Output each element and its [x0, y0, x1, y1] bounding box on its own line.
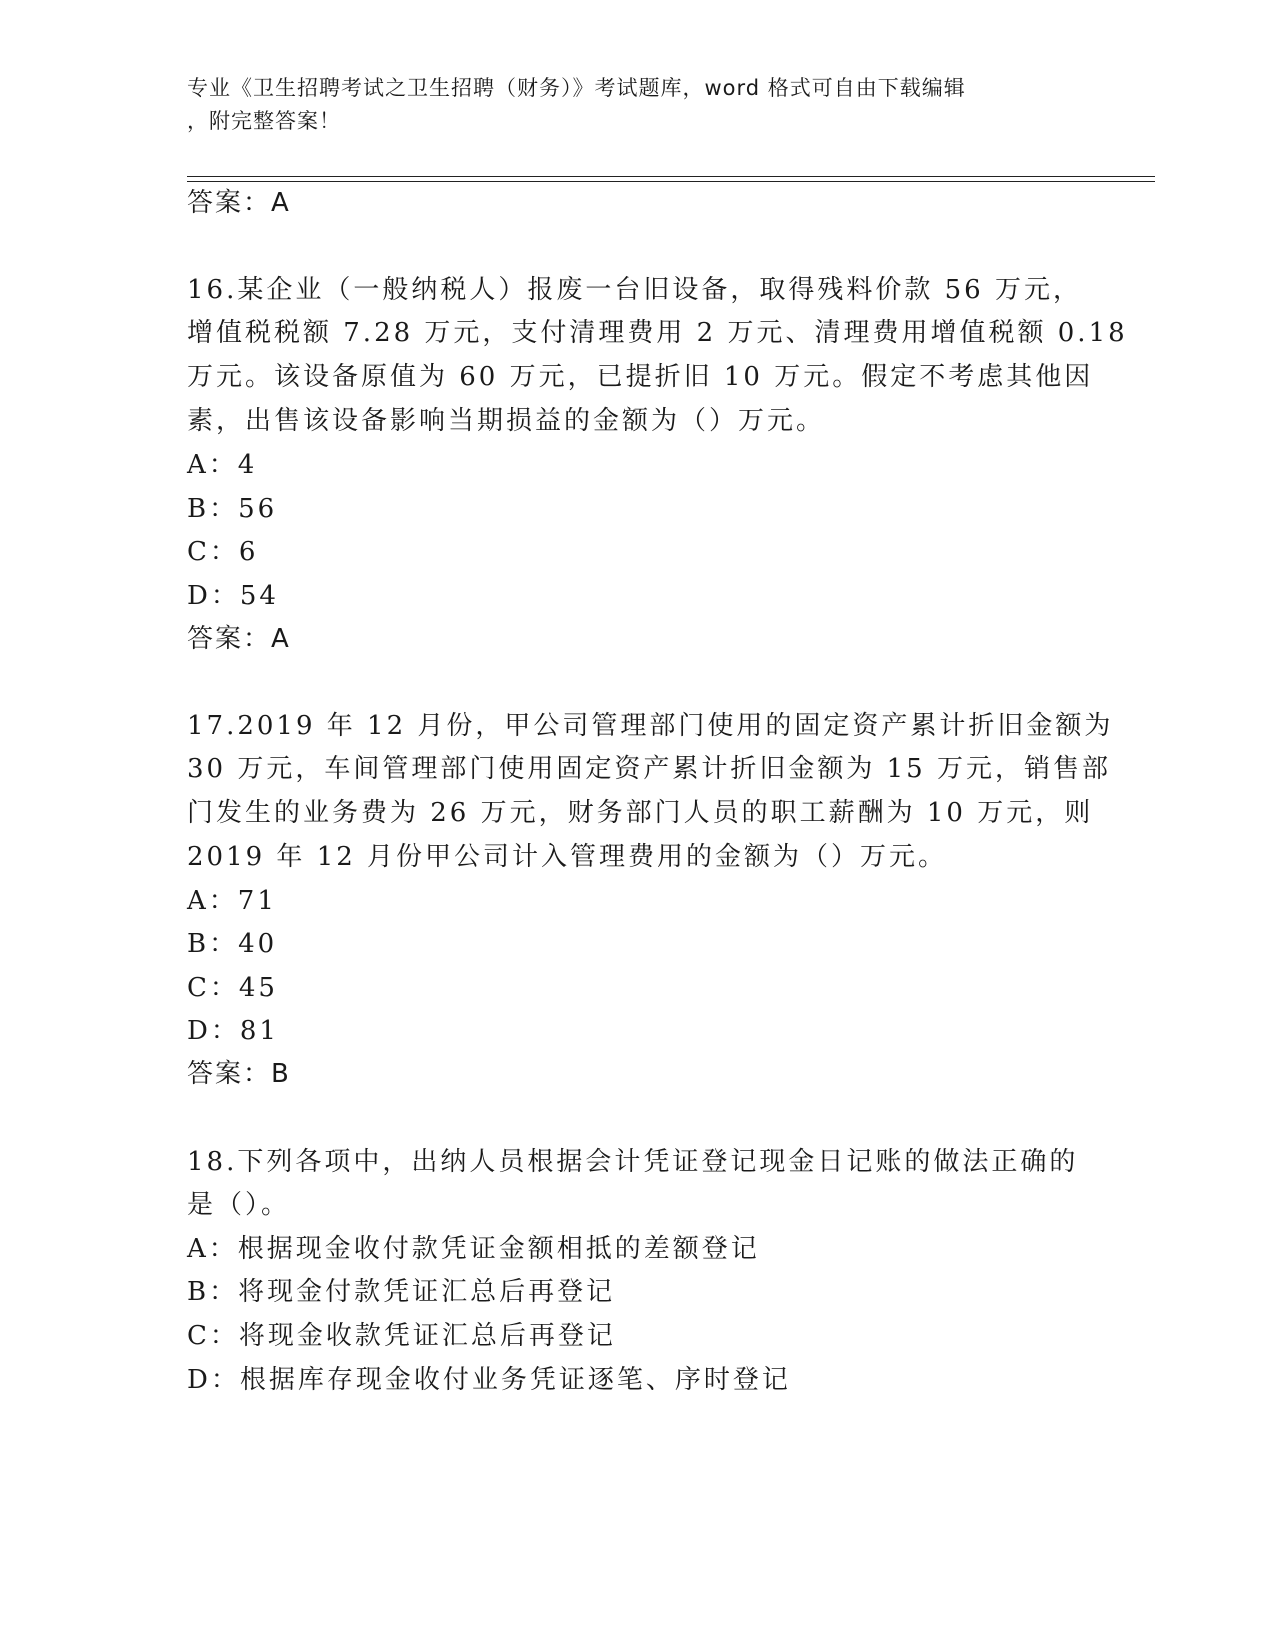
q17-text-line: 17.2019 年 12 月份，甲公司管理部门使用的固定资产累计折旧金额为 [187, 711, 1114, 741]
q16-option-c: C：6 [187, 537, 259, 567]
q16-option-d: D：54 [187, 581, 279, 611]
q18-text-line: 18.下列各项中，出纳人员根据会计凭证登记现金日记账的做法正确的 [187, 1147, 1079, 1177]
header-divider-top [187, 176, 1155, 177]
q18-text-line: 是（）。 [187, 1190, 291, 1220]
q17-option-a: A：71 [187, 886, 277, 916]
q18-option-c: C：将现金收款凭证汇总后再登记 [187, 1321, 616, 1351]
q16-text-line: 素，出售该设备影响当期损益的金额为（）万元。 [187, 406, 826, 436]
q17-option-d: D：81 [187, 1016, 279, 1046]
q16-text-line: 万元。该设备原值为 60 万元，已提折旧 10 万元。假定不考虑其他因 [187, 362, 1094, 392]
q16-text-line: 增值税税额 7.28 万元，支付清理费用 2 万元、清理费用增值税额 0.18 [187, 318, 1128, 348]
q16-option-a: A：4 [187, 450, 258, 480]
q18-option-b: B：将现金付款凭证汇总后再登记 [187, 1277, 616, 1307]
q18-option-d: D：根据库存现金收付业务凭证逐笔、序时登记 [187, 1365, 791, 1395]
q17-text-line: 门发生的业务费为 26 万元，财务部门人员的职工薪酬为 10 万元，则 [187, 798, 1094, 828]
q17-text-line: 30 万元，车间管理部门使用固定资产累计折旧金额为 15 万元，销售部 [187, 754, 1111, 784]
header-line-2: ，附完整答案！ [187, 109, 341, 133]
q16-text-line: 16.某企业（一般纳税人）报废一台旧设备，取得残料价款 56 万元， [187, 275, 1082, 305]
header-divider-bottom [187, 181, 1155, 182]
document-header [187, 72, 1087, 138]
previous-answer: 答案：A [187, 188, 291, 218]
header-line-1: 专业《卫生招聘考试之卫生招聘（财务）》考试题库，word 格式可自由下载编辑 [187, 76, 966, 100]
q16-answer: 答案：A [187, 624, 291, 654]
q17-answer: 答案：B [187, 1059, 291, 1089]
q17-option-b: B：40 [187, 929, 278, 959]
q17-text-line: 2019 年 12 月份甲公司计入管理费用的金额为（）万元。 [187, 842, 948, 872]
q16-option-b: B：56 [187, 494, 278, 524]
q18-option-a: A：根据现金收付款凭证金额相抵的差额登记 [187, 1234, 760, 1264]
q17-option-c: C：45 [187, 973, 278, 1003]
